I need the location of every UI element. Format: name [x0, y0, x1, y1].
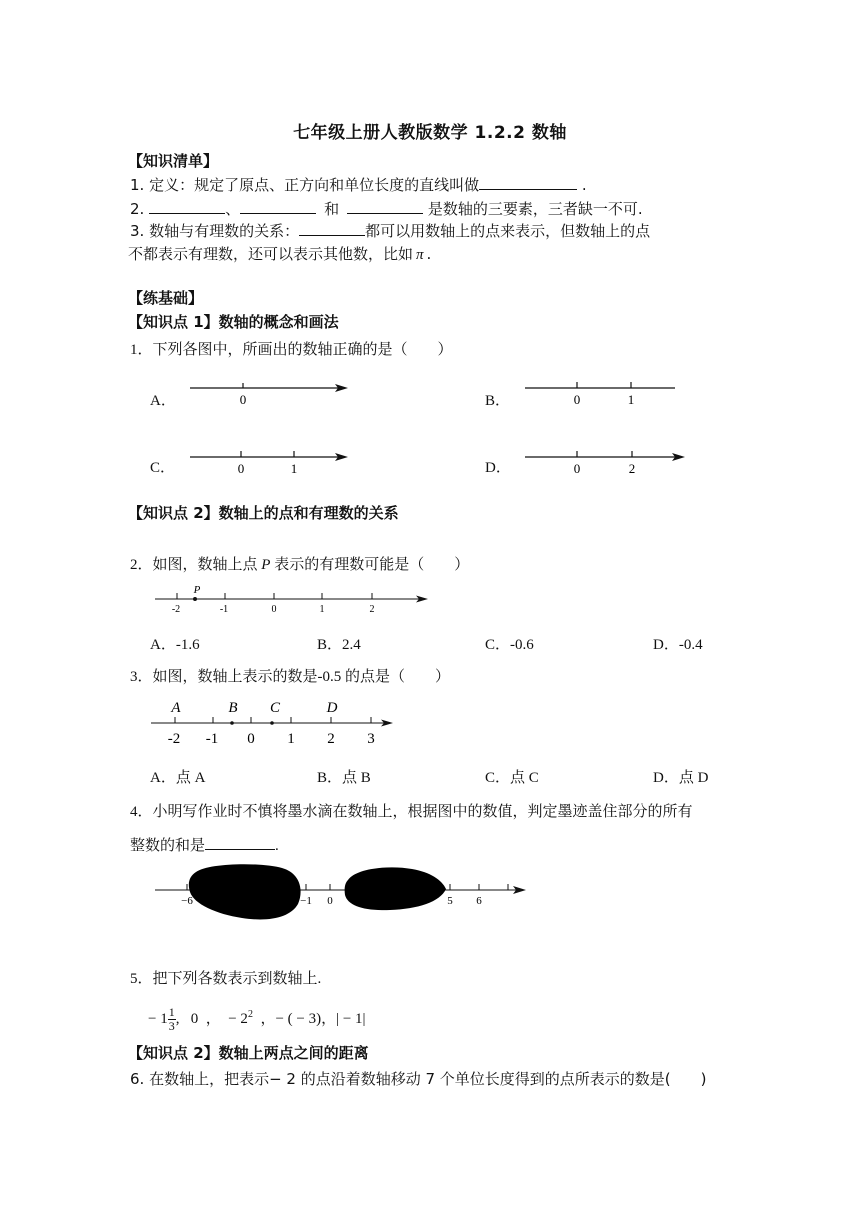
q1-option-d-figure: [520, 447, 695, 477]
q1-option-a-label[interactable]: A．: [150, 393, 176, 409]
page-title: 七年级上册人教版数学 1.2.2 数轴: [293, 123, 567, 143]
answer-blank[interactable]: [149, 198, 225, 214]
expr-rest-a: , 0 ， − 2: [175, 1010, 248, 1027]
knowledge-line-2: [130, 198, 643, 219]
section-practice: 【练基础】: [128, 289, 204, 307]
ink-blot-left: [189, 864, 301, 919]
tick-label: 1: [319, 604, 325, 615]
point-b-label: B: [228, 700, 238, 716]
tick-label: 3: [367, 731, 375, 747]
knowledge-line-3: [130, 220, 650, 241]
q3-option-d[interactable]: D．点 D: [653, 770, 709, 786]
knowledge-line-2-sep2: 和: [324, 200, 340, 218]
tick-label: 0: [239, 392, 247, 407]
q4-ink-number-line: [150, 862, 540, 932]
question-4-stem-line-2: [130, 834, 279, 855]
q2-option-c[interactable]: C．-0.6: [485, 637, 534, 653]
question-4-stem-line-1: 4．小明写作业时不慎将墨水滴在数轴上，根据图中的数值，判定墨迹盖住部分的所有: [130, 804, 693, 820]
tick-label: 6: [476, 895, 482, 907]
tick-label: 1: [290, 461, 298, 476]
question-4-stem-line-2-text: 整数的和是: [130, 838, 206, 854]
answer-blank[interactable]: [205, 834, 275, 850]
tick-label: 2: [628, 461, 636, 476]
knowledge-line-3-period: .: [426, 245, 432, 263]
knowledge-line-1-end: .: [577, 176, 587, 194]
point-p: [193, 597, 197, 601]
expr-fraction: [168, 1006, 176, 1033]
knowledge-line-1: [130, 174, 587, 195]
knowledge-line-3-cont-text: 不都表示有理数，还可以表示其他数，比如: [128, 245, 414, 263]
knowledge-line-3-end: 都可以用数轴上的点来表示，但数轴上的点: [365, 222, 651, 240]
q2-option-d[interactable]: D．-0.4: [653, 637, 703, 653]
expr-fraction-numerator: 1: [168, 1005, 175, 1019]
question-2-stem: [130, 553, 469, 574]
point-c-label: C: [269, 700, 281, 716]
tick-label: 0: [237, 461, 245, 476]
section-kp3: 【知识点 2】数轴上两点之间的距离: [128, 1044, 369, 1062]
tick-label: -2: [171, 604, 181, 615]
question-2-stem-b: 表示的有理数可能是（ ）: [270, 557, 470, 573]
q1-option-c-label[interactable]: C．: [150, 460, 176, 476]
knowledge-line-3-cont: [128, 243, 431, 264]
q3-option-b[interactable]: B．点 B: [317, 770, 371, 786]
point-c: [270, 721, 274, 725]
tick-label: 2: [327, 731, 335, 747]
question-6-stem: 6. 在数轴上，把表示− 2 的点沿着数轴移动 7 个单位长度得到的点所表示的数是( ): [130, 1070, 707, 1088]
expr-exponent: 2: [247, 1008, 253, 1020]
knowledge-line-3-text: 3. 数轴与有理数的关系：: [130, 222, 300, 240]
q2-option-b[interactable]: B．2.4: [317, 637, 361, 653]
q2-option-a[interactable]: A．-1.6: [150, 637, 200, 653]
question-2-stem-a: 2．如图，数轴上点: [130, 557, 262, 573]
tick-label: −6: [181, 895, 193, 907]
knowledge-line-1-text: 1. 定义：规定了原点、正方向和单位长度的直线叫做: [130, 176, 480, 194]
tick-label: 0: [573, 461, 581, 476]
ink-blot-right: [345, 867, 446, 910]
tick-label: -1: [219, 604, 229, 615]
question-3-stem: 3．如图，数轴上表示的数是-0.5 的点是（ ）: [130, 669, 450, 685]
expr-fraction-denominator: 3: [168, 1019, 175, 1033]
knowledge-line-2-end: 是数轴的三要素，三者缺一不可.: [423, 200, 643, 218]
section-kp2: 【知识点 2】数轴上的点和有理数的关系: [128, 504, 399, 522]
q1-option-a-figure: [185, 378, 355, 408]
answer-blank[interactable]: [240, 198, 316, 214]
answer-blank[interactable]: [347, 198, 423, 214]
tick-label: −1: [300, 895, 312, 907]
expr-mixed-whole: − 1: [148, 1010, 168, 1027]
q3-number-line: [148, 697, 408, 747]
point-p-label: P: [193, 584, 201, 596]
q1-option-c-figure: [185, 447, 355, 477]
answer-blank[interactable]: [479, 174, 577, 190]
q2-number-line: [150, 583, 440, 619]
tick-label: 2: [369, 604, 375, 615]
section-knowledge-list: 【知识清单】: [128, 152, 219, 170]
tick-label: -1: [205, 731, 219, 747]
q3-option-c[interactable]: C．点 C: [485, 770, 539, 786]
question-2-stem-p: P: [261, 557, 271, 573]
question-1-stem: 1．下列各图中，所画出的数轴正确的是（ ）: [130, 342, 453, 358]
tick-label: 0: [247, 731, 255, 747]
point-b: [230, 721, 234, 725]
expr-rest-b: ，− ( − 3)，| − 1|: [252, 1010, 366, 1027]
q1-option-d-label[interactable]: D．: [485, 460, 511, 476]
knowledge-line-2-sep1: 、: [225, 200, 241, 218]
question-4-stem-period: .: [275, 838, 279, 854]
knowledge-line-2-num: 2.: [130, 200, 150, 218]
question-5-stem: 5．把下列各数表示到数轴上.: [130, 971, 322, 987]
tick-label: 1: [627, 392, 635, 407]
tick-label: -2: [167, 731, 181, 747]
tick-label: 5: [447, 895, 453, 907]
tick-label: 0: [573, 392, 581, 407]
pi-symbol: π: [416, 247, 424, 263]
q3-option-a[interactable]: A．点 A: [150, 770, 206, 786]
question-5-expression: [148, 1006, 366, 1033]
q1-option-b-figure: [520, 378, 690, 408]
point-d-label: D: [326, 700, 338, 716]
tick-label: 0: [327, 895, 333, 907]
tick-label: 1: [287, 731, 295, 747]
section-kp1: 【知识点 1】数轴的概念和画法: [128, 313, 339, 331]
q1-option-b-label[interactable]: B．: [485, 393, 511, 409]
tick-label: 0: [271, 604, 277, 615]
point-a-label: A: [171, 700, 181, 716]
answer-blank[interactable]: [299, 220, 365, 236]
